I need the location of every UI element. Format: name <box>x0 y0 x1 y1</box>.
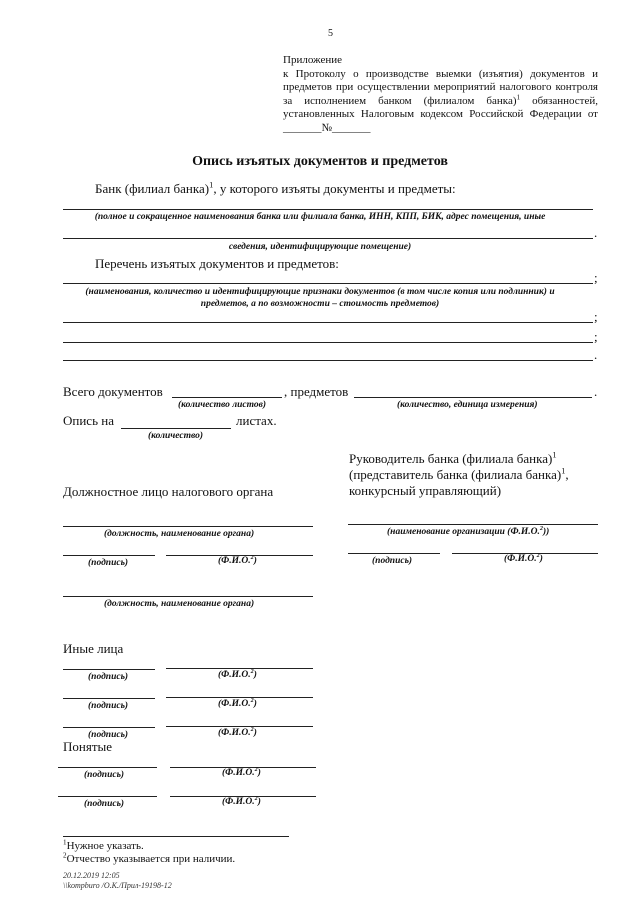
bank-head-block: Руководитель банка (филиала банка)$^1$ (представитель банка (филиала банка)$^1$, конкурсный управляющий) <box>349 449 569 498</box>
inventory-sheets-field[interactable] <box>121 428 231 429</box>
appendix-line-6: _______№_______ <box>283 121 371 134</box>
other-fio-field-1[interactable] <box>166 668 313 669</box>
qty-caption: (количество) <box>148 431 204 441</box>
list-semicolon-1: ; <box>594 270 598 285</box>
fio-caption: (Ф.И.О.$^2$) <box>218 554 257 566</box>
tax-official-label: Должностное лицо налогового органа <box>63 484 274 499</box>
other-persons-label: Иные лица <box>63 641 124 656</box>
appendix-line-3: предметов при осуществлении мероприятий налогового контроля <box>283 81 598 93</box>
list-semicolon-2: ; <box>594 309 598 324</box>
total-items-label: , предметов <box>284 384 349 399</box>
footnote-1: $^1$Нужное указать. <box>63 838 144 852</box>
print-stamp-path: \\kompburo /О.К./Прил-19198-12 <box>63 881 172 890</box>
list-period: . <box>594 347 598 362</box>
signature-caption: (подпись) <box>88 701 129 711</box>
bank-line-2[interactable] <box>63 238 593 239</box>
total-docs-field[interactable] <box>172 397 282 398</box>
position-caption-2: (должность, наименование органа) <box>104 599 255 609</box>
page-number: 5 <box>328 28 333 39</box>
fio-caption: (Ф.И.О.$^2$) <box>218 726 257 738</box>
bank-label: Банк (филиал банка)$^1$, у которого изъяты документы и предметы: <box>95 179 456 196</box>
witness-signature-field-2[interactable] <box>58 796 157 797</box>
appendix-line-5: установленных Налоговым кодексом Российской Федерации от <box>283 108 598 120</box>
list-line-3[interactable] <box>63 342 593 343</box>
appendix-line-1: Приложение <box>283 54 343 66</box>
total-items-field[interactable] <box>354 397 592 398</box>
footnote-2: $^2$Отчество указывается при наличии. <box>63 851 236 865</box>
print-stamp-date: 20.12.2019 12:05 <box>63 871 120 880</box>
bank-caption-2: сведения, идентифицирующие помещение) <box>228 242 412 252</box>
signature-caption: (подпись) <box>88 730 129 740</box>
fio-caption: (Ф.И.О.$^2$) <box>218 668 257 680</box>
official-signature-field[interactable] <box>63 555 155 556</box>
inventory-label: Опись на <box>63 413 114 428</box>
official-position-field-2[interactable] <box>63 596 313 597</box>
org-name-caption: (наименование организации (Ф.И.О.$^2$)) <box>387 525 550 537</box>
witness-signature-field-1[interactable] <box>58 767 157 768</box>
appendix-line-2: к Протоколу о производстве выемки (изъятия) документов и <box>283 67 598 80</box>
document-title: Опись изъятых документов и предметов <box>192 154 448 169</box>
other-fio-field-3[interactable] <box>166 726 313 727</box>
appendix-line-4: за исполнением банком (филиалом банка)$^1$ обязанностей, <box>283 92 598 107</box>
witnesses-label: Понятые <box>63 739 113 754</box>
items-caption: (количество, единица измерения) <box>397 400 538 410</box>
other-signature-field-1[interactable] <box>63 669 155 670</box>
signature-caption: (подпись) <box>88 672 129 682</box>
other-fio-field-2[interactable] <box>166 697 313 698</box>
list-line-4[interactable] <box>63 360 593 361</box>
position-caption-1: (должность, наименование органа) <box>104 529 255 539</box>
bank-head-signature-field[interactable] <box>348 553 440 554</box>
signature-caption: (подпись) <box>88 558 129 568</box>
signature-caption: (подпись) <box>372 556 413 566</box>
footnote-separator <box>63 836 289 837</box>
sheets-label: листах. <box>236 413 277 428</box>
bank-head-org-field[interactable] <box>348 524 598 525</box>
fio-caption: (Ф.И.О.$^2$) <box>222 766 261 778</box>
list-label: Перечень изъятых документов и предметов: <box>95 256 339 271</box>
list-line-1[interactable] <box>63 283 593 284</box>
total-docs-label: Всего документов <box>63 384 163 399</box>
other-signature-field-3[interactable] <box>63 727 155 728</box>
signature-caption: (подпись) <box>84 770 125 780</box>
fio-caption: (Ф.И.О.$^2$) <box>504 552 543 564</box>
appendix-header <box>283 54 598 135</box>
signature-caption: (подпись) <box>84 799 125 809</box>
list-caption-2: предметов, а по возможности – стоимость предметов) <box>200 299 440 309</box>
docs-caption: (количество листов) <box>178 400 267 410</box>
bank-period: . <box>594 225 598 240</box>
totals-period: . <box>594 384 598 399</box>
bank-line-1[interactable] <box>63 209 593 210</box>
list-semicolon-3: ; <box>594 329 598 344</box>
list-caption-1: (наименования, количество и идентифицирующие признаки документов (в том числе копия или подлинник) и <box>85 287 555 297</box>
fio-caption: (Ф.И.О.$^2$) <box>222 795 261 807</box>
list-line-2[interactable] <box>63 322 593 323</box>
bank-caption-1: (полное и сокращенное наименования банка или филиала банка, ИНН, КПП, БИК, адрес помещения, иные <box>94 212 546 222</box>
other-signature-field-2[interactable] <box>63 698 155 699</box>
fio-caption: (Ф.И.О.$^2$) <box>218 697 257 709</box>
official-position-field-1[interactable] <box>63 526 313 527</box>
